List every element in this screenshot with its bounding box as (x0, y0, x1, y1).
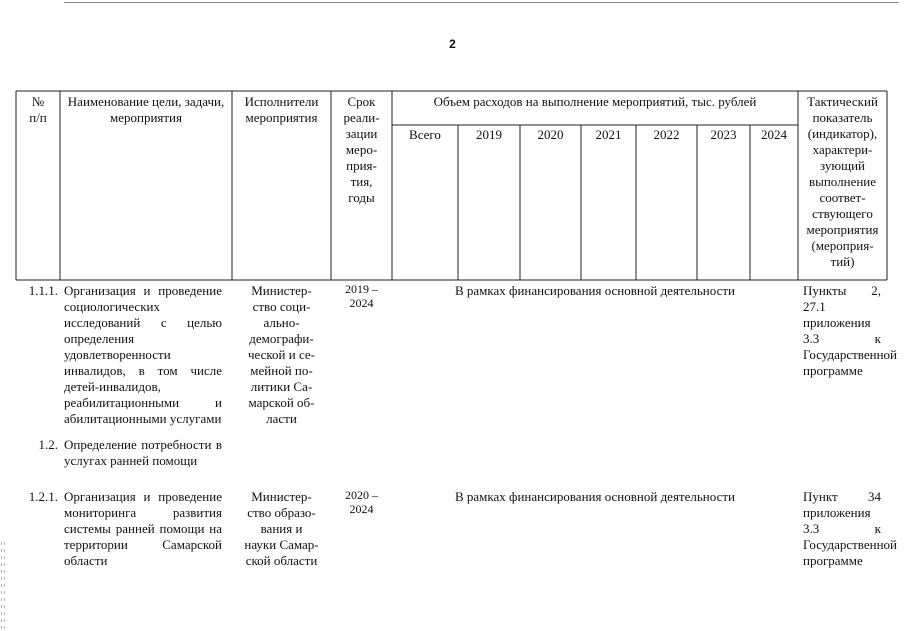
header-year-2020: 2020 (537, 127, 564, 142)
row-task-name: Определение потребности в услугах ранней помощи (64, 437, 222, 468)
header-year-2022: 2022 (653, 127, 680, 142)
row-number: 1.1.1. (28, 283, 58, 298)
header-period: Срок реали- зации меро- прия- тия, годы (343, 94, 380, 205)
row-number: 1.2.1. (28, 489, 58, 504)
row-number: 1.2. (38, 437, 58, 452)
row-period: 2019 – 2024 (345, 282, 378, 310)
header-indicator: Тактический показатель (индикатор), характери- зующий выполнение соответ- ствующего мероприятия (мероприя- тий) (806, 94, 879, 269)
row-activity-name: Организация и проведение социологических исследований с целью определения удовлетворенности инвалидов, в том числе детей-инвалидов, реабилитационными и абилитационными услугами (64, 283, 222, 426)
header-year-2019: 2019 (476, 127, 502, 142)
row-period: 2020 – 2024 (345, 488, 378, 516)
header-executors: Исполнители мероприятия (244, 94, 319, 125)
top-rule (64, 2, 899, 3)
row-activity-name: Организация и проведение мониторинга развития системы ранней помощи на территории Самарской области (64, 489, 222, 568)
row-funding: В рамках финансирования основной деятельности (454, 283, 735, 298)
header-expenses: Объем расходов на выполнение мероприятий, тыс. рублей (433, 94, 757, 109)
page-number: 2 (449, 37, 456, 51)
header-total: Всего (409, 127, 441, 142)
header-num: № п/п (29, 94, 47, 125)
row-executor: Министер- ство образо- вания и науки Самар- ской области (244, 489, 319, 568)
scan-noise (0, 540, 6, 630)
row-indicator: Пункт 34 приложения 3.3 к Государственной программе (803, 489, 898, 568)
row-executor: Министер- ство соци- ально- демографи- ческой и се- мейной по- литики Са- марской об- ласти (248, 283, 315, 426)
row-indicator: Пункты 2, 27.1 приложения 3.3 к Государственной программе (803, 283, 898, 378)
header-name: Наименование цели, задачи, мероприятия (67, 94, 225, 125)
header-year-2021: 2021 (595, 127, 622, 142)
header-year-2024: 2024 (761, 127, 787, 142)
header-year-2023: 2023 (710, 127, 737, 142)
row-funding: В рамках финансирования основной деятельности (454, 489, 735, 504)
